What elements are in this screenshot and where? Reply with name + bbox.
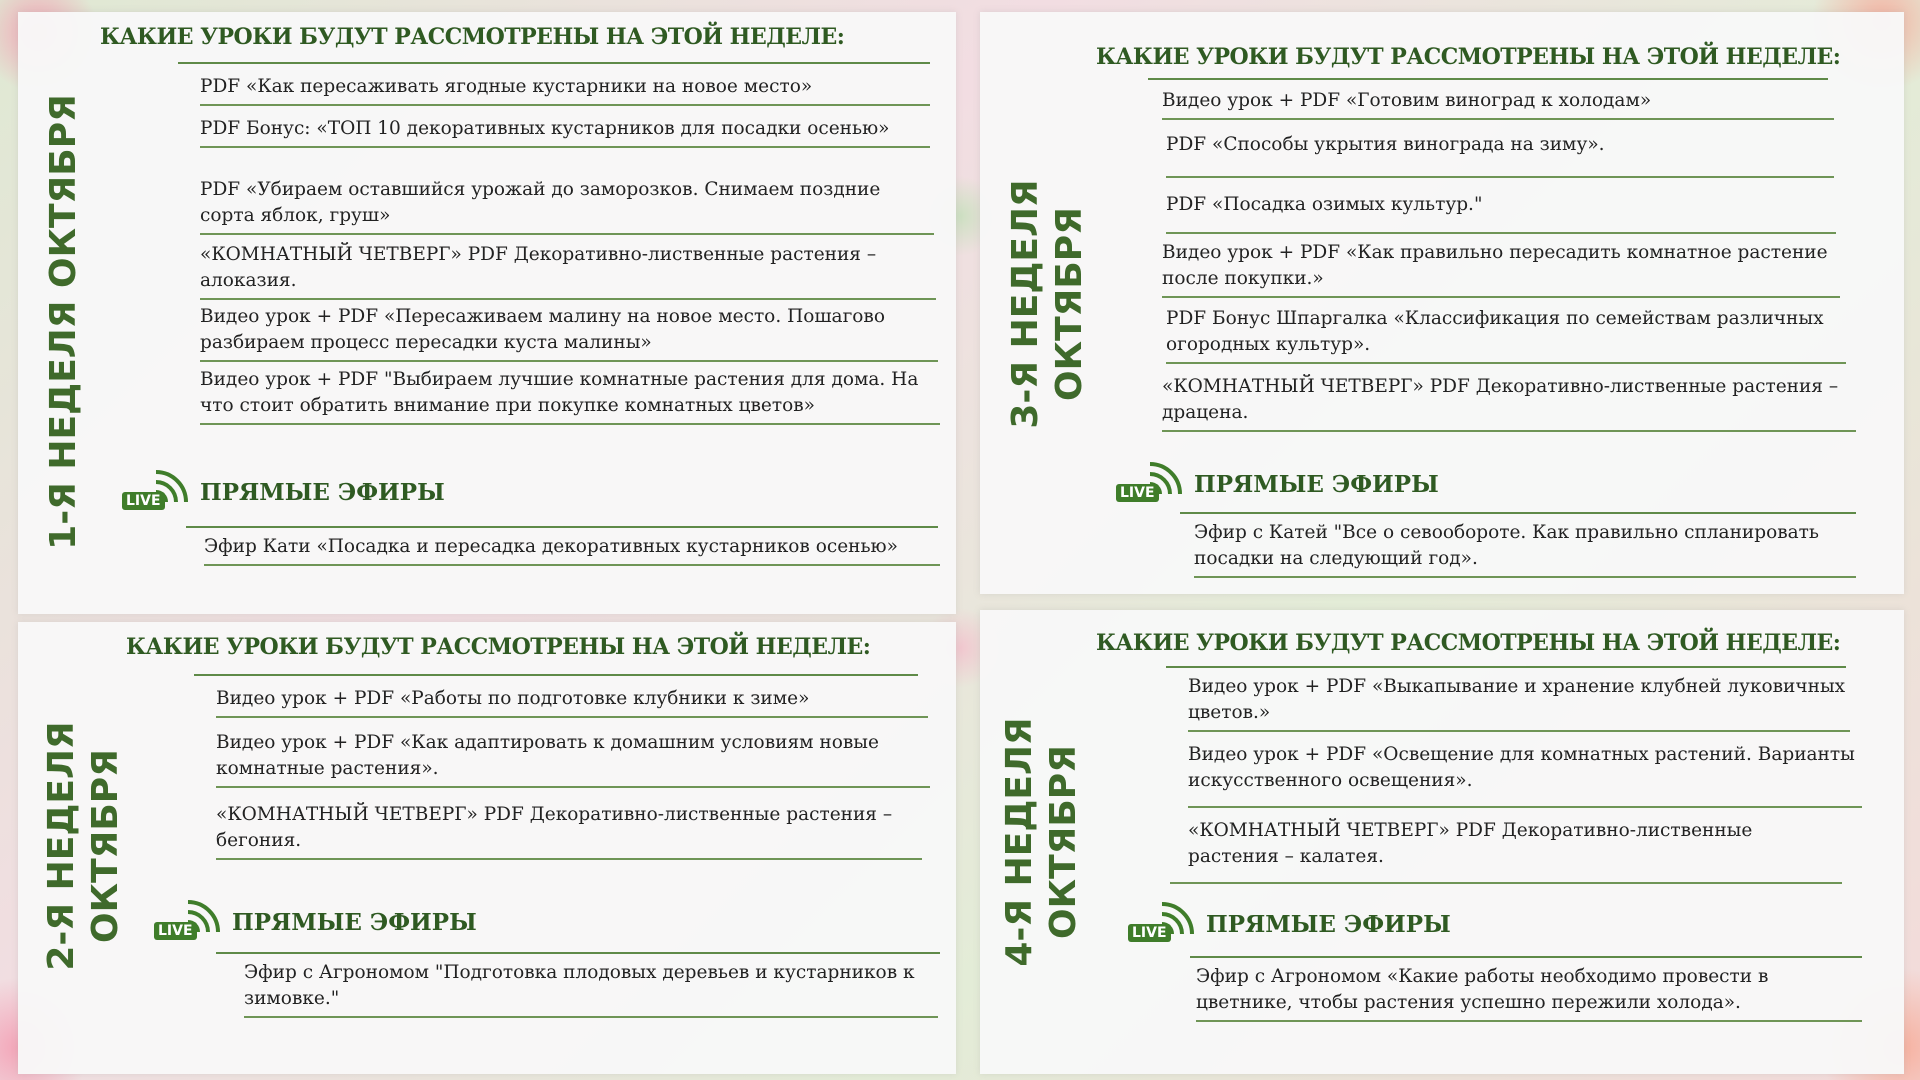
- live-streams-header: [1116, 462, 1439, 506]
- week-3-panel: [980, 12, 1904, 594]
- week-4-heading: КАКИЕ УРОКИ БУДУТ РАССМОТРЕНЫ НА ЭТОЙ НЕДЕЛЕ:: [1096, 630, 1841, 656]
- lesson-item: PDF Бонус Шпаргалка «Классификация по семействам различных огородных культур».: [1166, 306, 1846, 364]
- week-1-label: 1-Я НЕДЕЛЯ ОКТЯБРЯ: [43, 94, 84, 550]
- lesson-item: Видео урок + PDF «Как адаптировать к домашним условиям новые комнатные растения».: [216, 730, 930, 788]
- lesson-item: PDF Бонус: «ТОП 10 декоративных кустарников для посадки осенью»: [200, 116, 930, 148]
- stream-item: Эфир с Агрономом "Подготовка плодовых деревьев и кустарников к зимовке.": [244, 960, 938, 1018]
- live-rule: [1180, 512, 1856, 514]
- week-1-panel: [18, 12, 956, 614]
- heading-rule: [1148, 78, 1828, 80]
- live-rule: [216, 952, 940, 954]
- lesson-item: PDF «Как пересаживать ягодные кустарники на новое место»: [200, 74, 930, 106]
- lesson-item: Видео урок + PDF "Выбираем лучшие комнатные растения для дома. На что стоит обратить внимание при покупке комнатных цветов»: [200, 367, 940, 425]
- heading-rule: [194, 674, 918, 676]
- live-streams-title: ПРЯМЫЕ ЭФИРЫ: [232, 908, 477, 936]
- live-streams-title: ПРЯМЫЕ ЭФИРЫ: [200, 478, 445, 506]
- lesson-item: Видео урок + PDF «Пересаживаем малину на новое место. Пошагово разбираем процесс пересадки куста малины»: [200, 304, 938, 362]
- lesson-item: PDF «Способы укрытия винограда на зиму».: [1166, 132, 1834, 178]
- week-4-label: 4-Я НЕДЕЛЯ ОКТЯБРЯ: [999, 717, 1084, 967]
- lesson-item: Видео урок + PDF «Выкапывание и хранение клубней луковичных цветов.»: [1188, 674, 1850, 732]
- live-streams-header: [122, 470, 445, 514]
- week-1-heading: КАКИЕ УРОКИ БУДУТ РАССМОТРЕНЫ НА ЭТОЙ НЕДЕЛЕ:: [100, 24, 845, 50]
- live-streams-header: [154, 900, 477, 944]
- lesson-item: Видео урок + PDF «Как правильно пересадить комнатное растение после покупки.»: [1162, 240, 1840, 298]
- stream-item: Эфир с Катей "Все о севообороте. Как правильно спланировать посадки на следующий год».: [1194, 520, 1856, 578]
- lesson-item: «КОМНАТНЫЙ ЧЕТВЕРГ» PDF Декоративно-лиственные растения – драцена.: [1162, 374, 1856, 432]
- stream-item: Эфир Кати «Посадка и пересадка декоративных кустарников осенью»: [204, 534, 940, 566]
- week-4-panel: [980, 610, 1904, 1074]
- live-icon: LIVE: [122, 470, 188, 514]
- lesson-item: «КОМНАТНЫЙ ЧЕТВЕРГ» PDF Декоративно-лиственные растения – калатея.: [1170, 818, 1842, 884]
- lesson-item: «КОМНАТНЫЙ ЧЕТВЕРГ» PDF Декоративно-лиственные растения – бегония.: [216, 802, 922, 860]
- live-icon: LIVE: [154, 900, 220, 944]
- live-streams-title: ПРЯМЫЕ ЭФИРЫ: [1194, 470, 1439, 498]
- live-rule: [1190, 956, 1862, 958]
- live-streams-header: [1128, 902, 1451, 946]
- week-3-label: 3-Я НЕДЕЛЯ ОКТЯБРЯ: [1005, 179, 1090, 429]
- lesson-item: Видео урок + PDF «Освещение для комнатных растений. Варианты искусственного освещения».: [1188, 742, 1862, 808]
- lesson-item: Видео урок + PDF «Работы по подготовке клубники к зиме»: [216, 686, 928, 718]
- heading-rule: [1166, 666, 1846, 668]
- live-icon: LIVE: [1116, 462, 1182, 506]
- week-2-label: 2-Я НЕДЕЛЯ ОКТЯБРЯ: [41, 721, 126, 971]
- lesson-item: Видео урок + PDF «Готовим виноград к холодам»: [1162, 88, 1834, 120]
- live-streams-title: ПРЯМЫЕ ЭФИРЫ: [1206, 910, 1451, 938]
- lesson-item: PDF «Убираем оставшийся урожай до заморозков. Снимаем поздние сорта яблок, груш»: [200, 177, 934, 235]
- heading-rule: [178, 62, 930, 64]
- stream-item: Эфир с Агрономом «Какие работы необходимо провести в цветнике, чтобы растения успешно пережили холода».: [1196, 964, 1862, 1022]
- week-3-heading: КАКИЕ УРОКИ БУДУТ РАССМОТРЕНЫ НА ЭТОЙ НЕДЕЛЕ:: [1096, 44, 1841, 70]
- live-icon: LIVE: [1128, 902, 1194, 946]
- lesson-item: «КОМНАТНЫЙ ЧЕТВЕРГ» PDF Декоративно-лиственные растения – алоказия.: [200, 242, 936, 300]
- lesson-item: PDF «Посадка озимых культур.": [1166, 192, 1836, 234]
- live-rule: [186, 526, 938, 528]
- week-2-panel: [18, 622, 956, 1074]
- week-2-heading: КАКИЕ УРОКИ БУДУТ РАССМОТРЕНЫ НА ЭТОЙ НЕДЕЛЕ:: [126, 634, 871, 660]
